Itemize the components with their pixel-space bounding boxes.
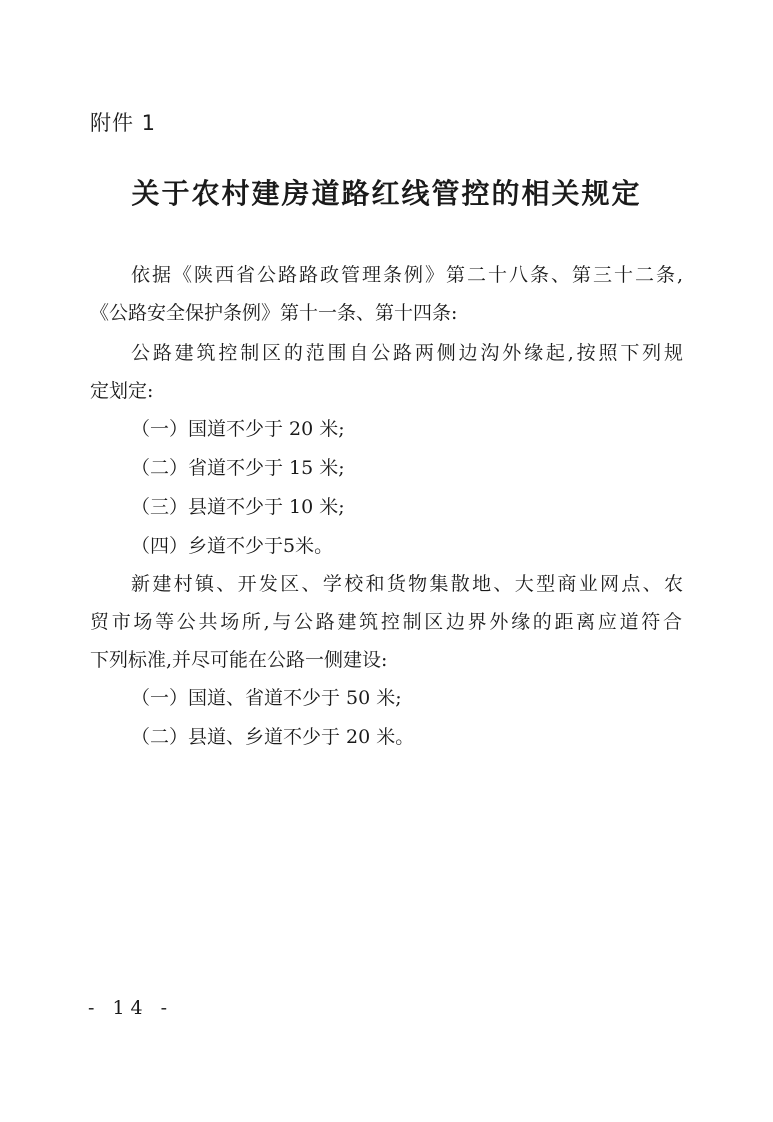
- new-construction-line-1: 新建村镇、开发区、学校和货物集散地、大型商业网点、农: [131, 573, 683, 595]
- control-zone-item: （二）省道不少于 15 米;: [131, 457, 345, 479]
- control-zone-item: （四）乡道不少于5米。: [131, 535, 334, 557]
- new-construction-line-3: 下列标准,并尽可能在公路一侧建设:: [90, 649, 388, 671]
- page-number: - 14 -: [88, 997, 174, 1019]
- basis-line-2: 《公路安全保护条例》第十一条、第十四条:: [90, 302, 458, 324]
- basis-line-1: 依据《陕西省公路路政管理条例》第二十八条、第三十二条,: [131, 264, 683, 286]
- control-zone-item: （一）国道不少于 20 米;: [131, 418, 345, 440]
- new-construction-line-2: 贸市场等公共场所,与公路建筑控制区边界外缘的距离应道符合: [90, 611, 682, 633]
- document-title: 关于农村建房道路红线管控的相关规定: [131, 177, 642, 210]
- new-construction-item: （二）县道、乡道不少于 20 米。: [131, 726, 415, 748]
- attachment-label: 附件 1: [90, 111, 157, 135]
- control-zone-line-2: 定划定:: [90, 380, 154, 402]
- control-zone-line-1: 公路建筑控制区的范围自公路两侧边沟外缘起,按照下列规: [131, 342, 683, 364]
- new-construction-item: （一）国道、省道不少于 50 米;: [131, 687, 402, 709]
- control-zone-item: （三）县道不少于 10 米;: [131, 496, 345, 518]
